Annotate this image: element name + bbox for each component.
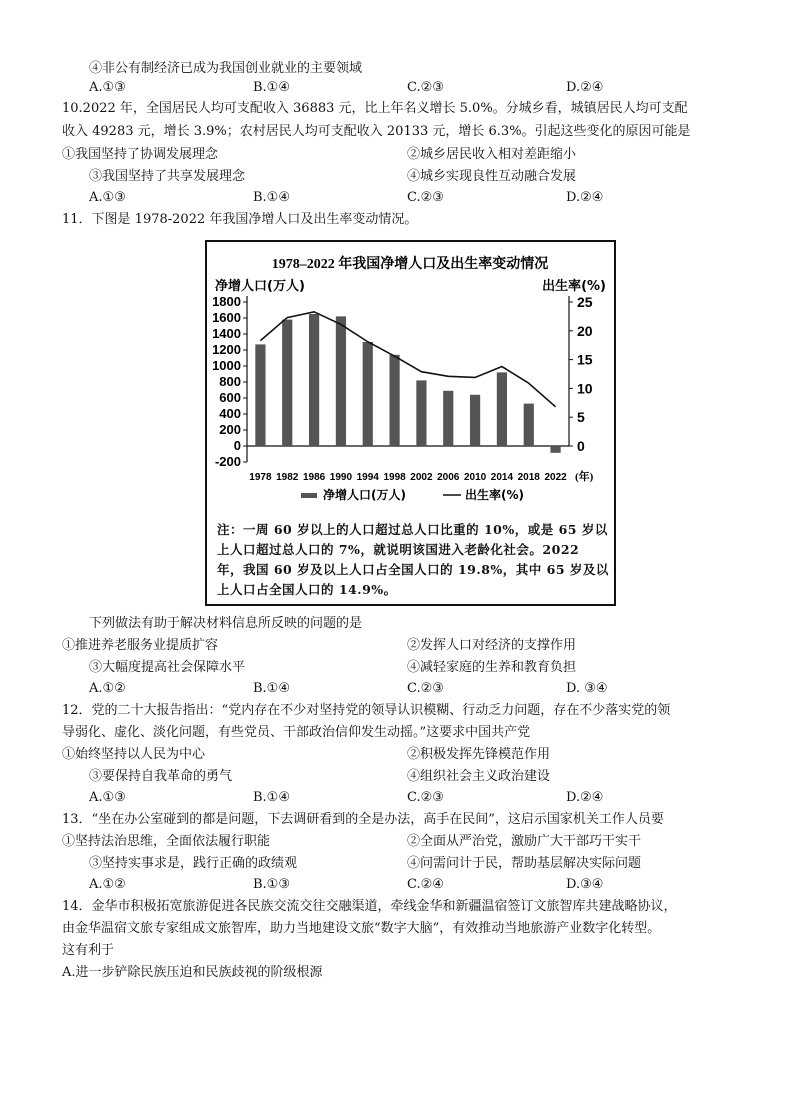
q9-option-a: A.①③ (89, 80, 126, 95)
q10-stem-line2: 收入 49283 元，增长 3.9%；农村居民人均可支配收入 20133 元，增长 6.3%。引起这些变化的原因可能是 (62, 124, 691, 139)
q11-items-row2 (89, 659, 769, 677)
q12-option-b: B.①④ (253, 790, 290, 805)
q11-item-2: ②发挥人口对经济的支撑作用 (407, 638, 577, 653)
q14-option-a: A.进一步铲除民族压迫和民族歧视的阶级根源 (62, 965, 323, 980)
q12-option-c: C.②③ (407, 790, 444, 805)
q11-items-row1 (62, 637, 762, 655)
x-tick-label: 2022 (544, 472, 567, 483)
q14-stem-line1: 14．金华市积极拓宽旅游促进各民族交流交往交融渠道，牵线金华和新疆温宿签订文旅智库共建战略协议， (62, 899, 677, 914)
chart-bar (389, 355, 399, 446)
q11-option-c: C.②③ (407, 681, 444, 696)
x-tick-label: 1998 (383, 472, 406, 483)
chart-bar (363, 342, 373, 446)
q9-item-4: ④非公有制经济已成为我国创业就业的主要领域 (89, 61, 363, 76)
chart-x-unit: (年) (575, 471, 594, 483)
q10-items-row1 (62, 146, 762, 164)
chart-bar (470, 395, 480, 446)
q11-option-d: D. ③④ (566, 681, 608, 696)
q11-intro: 11．下图是 1978-2022 年我国净增人口及出生率变动情况。 (62, 212, 418, 227)
x-tick-label: 1982 (276, 472, 299, 483)
q13-items-row2 (89, 855, 779, 873)
q10-item-4: ④城乡实现良性互动融合发展 (407, 169, 577, 184)
chart-bar (550, 446, 560, 453)
q12-stem-line2: 导弱化、虚化、淡化问题，有些党员、干部政治信仰发生动摇。”这要求中国共产党 (62, 725, 531, 740)
x-tick-label: 2006 (437, 472, 460, 483)
q12-stem-line1: 12．党的二十大报告指出：“党内存在不少对坚持党的领导认识模糊、行动乏力问题，存在不少落实党的领 (62, 703, 671, 718)
chart-x-ticks (249, 472, 567, 483)
q10-option-a: A.①③ (89, 190, 126, 205)
q11-prompt: 下列做法有助于解决材料信息所反映的问题的是 (89, 616, 363, 631)
y2-tick-label: 5 (577, 409, 585, 426)
y-tick-label: 1800 (212, 294, 241, 309)
q13-option-a: A.①② (89, 877, 126, 892)
y-tick-label: 1400 (212, 326, 241, 341)
q11-item-4: ④减轻家庭的生养和教育负担 (407, 660, 577, 675)
legend-bar-label: 净增人口(万人) (323, 488, 406, 502)
y2-tick-label: 15 (577, 351, 593, 368)
x-tick-label: 1990 (329, 472, 353, 483)
chart-bar (497, 372, 507, 446)
q10-item-1: ①我国坚持了协调发展理念 (62, 147, 219, 162)
chart-y-label: 净增人口(万人) (215, 279, 305, 294)
q9-option-b: B.①④ (253, 80, 290, 95)
x-tick-label: 2014 (490, 472, 514, 483)
q13-item-1: ①坚持法治思维，全面依法履行职能 (62, 834, 271, 849)
chart-bar (416, 380, 426, 446)
q13-stem: 13．“坐在办公室碰到的都是问题，下去调研看到的全是办法，高手在民间”，这启示国家机关工作人员要 (62, 812, 664, 827)
q14-stem-line3: 这有利于 (62, 943, 115, 958)
chart-bar (255, 344, 265, 446)
y2-tick-label: 10 (577, 380, 593, 397)
y2-tick-label: 25 (577, 294, 593, 310)
q10-option-c: C.②③ (407, 190, 444, 205)
q11-options (89, 680, 729, 698)
q13-option-b: B.①③ (253, 877, 290, 892)
x-tick-label: 2010 (463, 472, 487, 483)
y-tick-label: 0 (233, 438, 241, 453)
y2-tick-label: 0 (577, 438, 585, 454)
y-tick-label: 400 (219, 406, 241, 421)
y-tick-label: -200 (214, 454, 241, 469)
legend-bar-swatch (301, 493, 317, 498)
q13-items-row1 (62, 833, 782, 851)
q12-item-2: ②积极发挥先锋模范作用 (407, 747, 551, 762)
chart-bars (255, 314, 560, 453)
y-tick-label: 1000 (212, 358, 241, 373)
q10-item-3: ③我国坚持了共享发展理念 (89, 169, 246, 184)
chart-bar (524, 404, 534, 446)
chart-y2-ticks (569, 294, 593, 454)
q10-stem-line1: 10.2022 年，全国居民人均可支配收入 36883 元，比上年名义增长 5.0%。分城乡看，城镇居民人均可支配 (62, 101, 688, 116)
chart-bar (336, 316, 346, 446)
x-tick-label: 1978 (249, 472, 272, 483)
q10-option-d: D.②④ (566, 190, 604, 205)
q9-option-d: D.②④ (566, 80, 604, 95)
q10-option-b: B.①④ (253, 190, 290, 205)
x-tick-label: 2002 (410, 472, 433, 483)
q9-options (89, 79, 729, 97)
q11-item-1: ①推进养老服务业提质扩容 (62, 638, 219, 653)
y-tick-label: 200 (219, 422, 241, 437)
q13-options (89, 876, 729, 894)
chart-y-ticks (212, 294, 247, 469)
chart-birth-rate-line (260, 312, 555, 407)
chart-bar (309, 314, 319, 446)
chart-bar (443, 391, 453, 446)
birth-rate-polyline (260, 312, 555, 407)
q10-options (89, 189, 729, 207)
q12-option-a: A.①③ (89, 790, 126, 805)
chart-legend (301, 487, 524, 502)
q12-item-1: ①始终坚持以人民为中心 (62, 747, 206, 762)
q14-stem-line2: 由金华温宿文旅专家组成文旅智库，助力当地建设文旅“数字大脑”，有效推动当地旅游产业数字化转型。 (62, 921, 661, 936)
population-chart (205, 240, 616, 606)
y-tick-label: 800 (219, 374, 241, 389)
q13-item-3: ③坚持实事求是，践行正确的政绩观 (89, 856, 298, 871)
q13-option-c: C.②④ (407, 877, 444, 892)
q12-items-row1 (62, 746, 762, 764)
chart-bar (282, 320, 292, 446)
q11-option-b: B.①④ (253, 681, 290, 696)
q12-item-4: ④组织社会主义政治建设 (407, 769, 551, 784)
q13-option-d: D.③④ (566, 877, 604, 892)
q10-item-2: ②城乡居民收入相对差距缩小 (407, 147, 577, 162)
x-tick-label: 1994 (356, 472, 379, 483)
y-tick-label: 1600 (212, 310, 241, 325)
q13-item-2: ②全面从严治党，激励广大干部巧干实干 (407, 834, 642, 849)
q12-option-d: D.②④ (566, 790, 604, 805)
x-tick-label: 1986 (302, 472, 326, 483)
chart-title: 1978–2022 年我国净增人口及出生率变动情况 (271, 257, 549, 272)
y-tick-label: 1200 (212, 342, 241, 357)
x-tick-label: 2018 (517, 472, 540, 483)
q12-items-row2 (89, 768, 769, 786)
y-tick-label: 600 (219, 390, 241, 405)
q10-items-row2 (89, 168, 769, 186)
chart-y2-label: 出生率(%) (542, 279, 606, 294)
q9-option-c: C.②③ (407, 80, 444, 95)
q11-option-a: A.①② (89, 681, 126, 696)
q12-options (89, 789, 729, 807)
y2-tick-label: 20 (577, 322, 593, 339)
q11-item-3: ③大幅度提高社会保障水平 (89, 660, 246, 675)
q12-item-3: ③要保持自我革命的勇气 (89, 769, 233, 784)
legend-line-label: 出生率(%) (465, 488, 524, 502)
q13-item-4: ④问需问计于民，帮助基层解决实际问题 (407, 856, 642, 871)
chart-note: 注：一周 60 岁以上的人口超过总人口比重的 10%，或是 65 岁以上人口超过总人口的 7%，就说明该国进入老龄化社会。2022 年，我国 60 岁及以上人口占全国人口的 19.8%，其中 65 岁及以上人口占全国人口的 14.9%。 (217, 522, 609, 597)
